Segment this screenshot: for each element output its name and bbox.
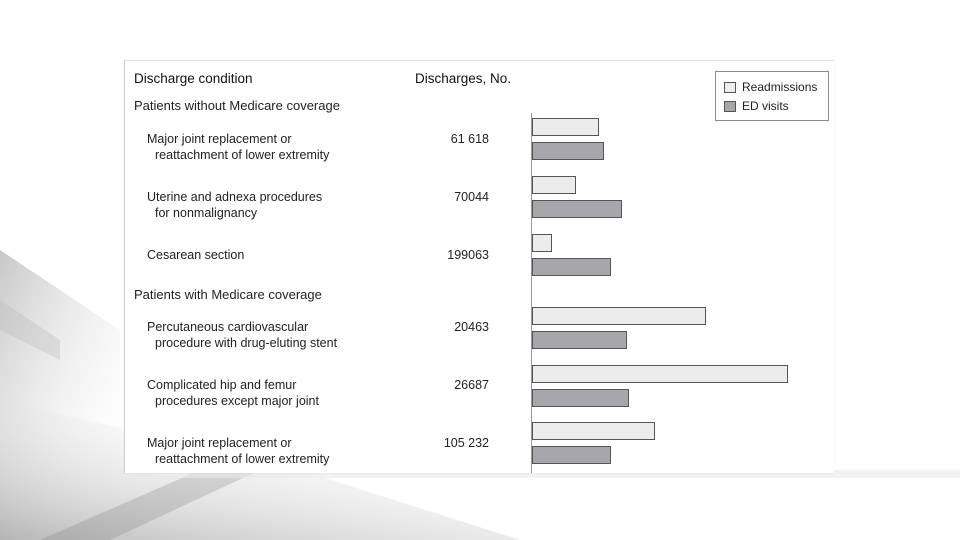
column-header-discharges: Discharges, No. [415, 71, 512, 86]
column-header-condition: Discharge condition [134, 71, 253, 86]
condition-label: procedures except major joint [155, 394, 319, 408]
legend-label-readmissions: Readmissions [742, 80, 818, 94]
chart-panel [124, 60, 834, 473]
bar-ed-visits [532, 200, 622, 218]
bar-readmissions [532, 176, 576, 194]
condition-label: reattachment of lower extremity [155, 452, 330, 466]
condition-label: for nonmalignancy [155, 206, 258, 220]
discharge-count: 26687 [454, 378, 489, 392]
legend-swatch-readmissions [724, 82, 736, 93]
legend-label-ed-visits: ED visits [742, 99, 789, 113]
bar-readmissions [532, 422, 655, 440]
bar-readmissions [532, 365, 788, 383]
legend-item-ed-visits [724, 99, 789, 113]
condition-label: Major joint replacement or [147, 132, 292, 146]
group-label: Patients with Medicare coverage [134, 287, 322, 302]
legend-item-readmissions [724, 80, 817, 94]
condition-label: Percutaneous cardiovascular [147, 320, 309, 334]
condition-label: Cesarean section [147, 248, 245, 262]
condition-label: procedure with drug-eluting stent [155, 336, 338, 350]
discharge-count: 61 618 [450, 132, 489, 146]
legend-swatch-ed-visits [724, 101, 736, 112]
bar-ed-visits [532, 446, 611, 464]
bar-readmissions [532, 118, 599, 136]
bar-readmissions [532, 307, 706, 325]
condition-label: Complicated hip and femur [147, 378, 297, 392]
condition-label: Major joint replacement or [147, 436, 292, 450]
discharge-count: 70044 [454, 190, 489, 204]
bar-readmissions [532, 234, 552, 252]
discharge-count: 199063 [447, 248, 489, 262]
bar-ed-visits [532, 389, 629, 407]
bar-ed-visits [532, 258, 611, 276]
discharge-count: 105 232 [443, 436, 489, 450]
group-label: Patients without Medicare coverage [134, 98, 340, 113]
bar-axis-line [531, 113, 532, 473]
condition-label: reattachment of lower extremity [155, 148, 330, 162]
condition-label: Uterine and adnexa procedures [147, 190, 323, 204]
discharge-count: 20463 [454, 320, 489, 334]
bar-ed-visits [532, 331, 627, 349]
legend [715, 71, 829, 121]
bar-ed-visits [532, 142, 604, 160]
